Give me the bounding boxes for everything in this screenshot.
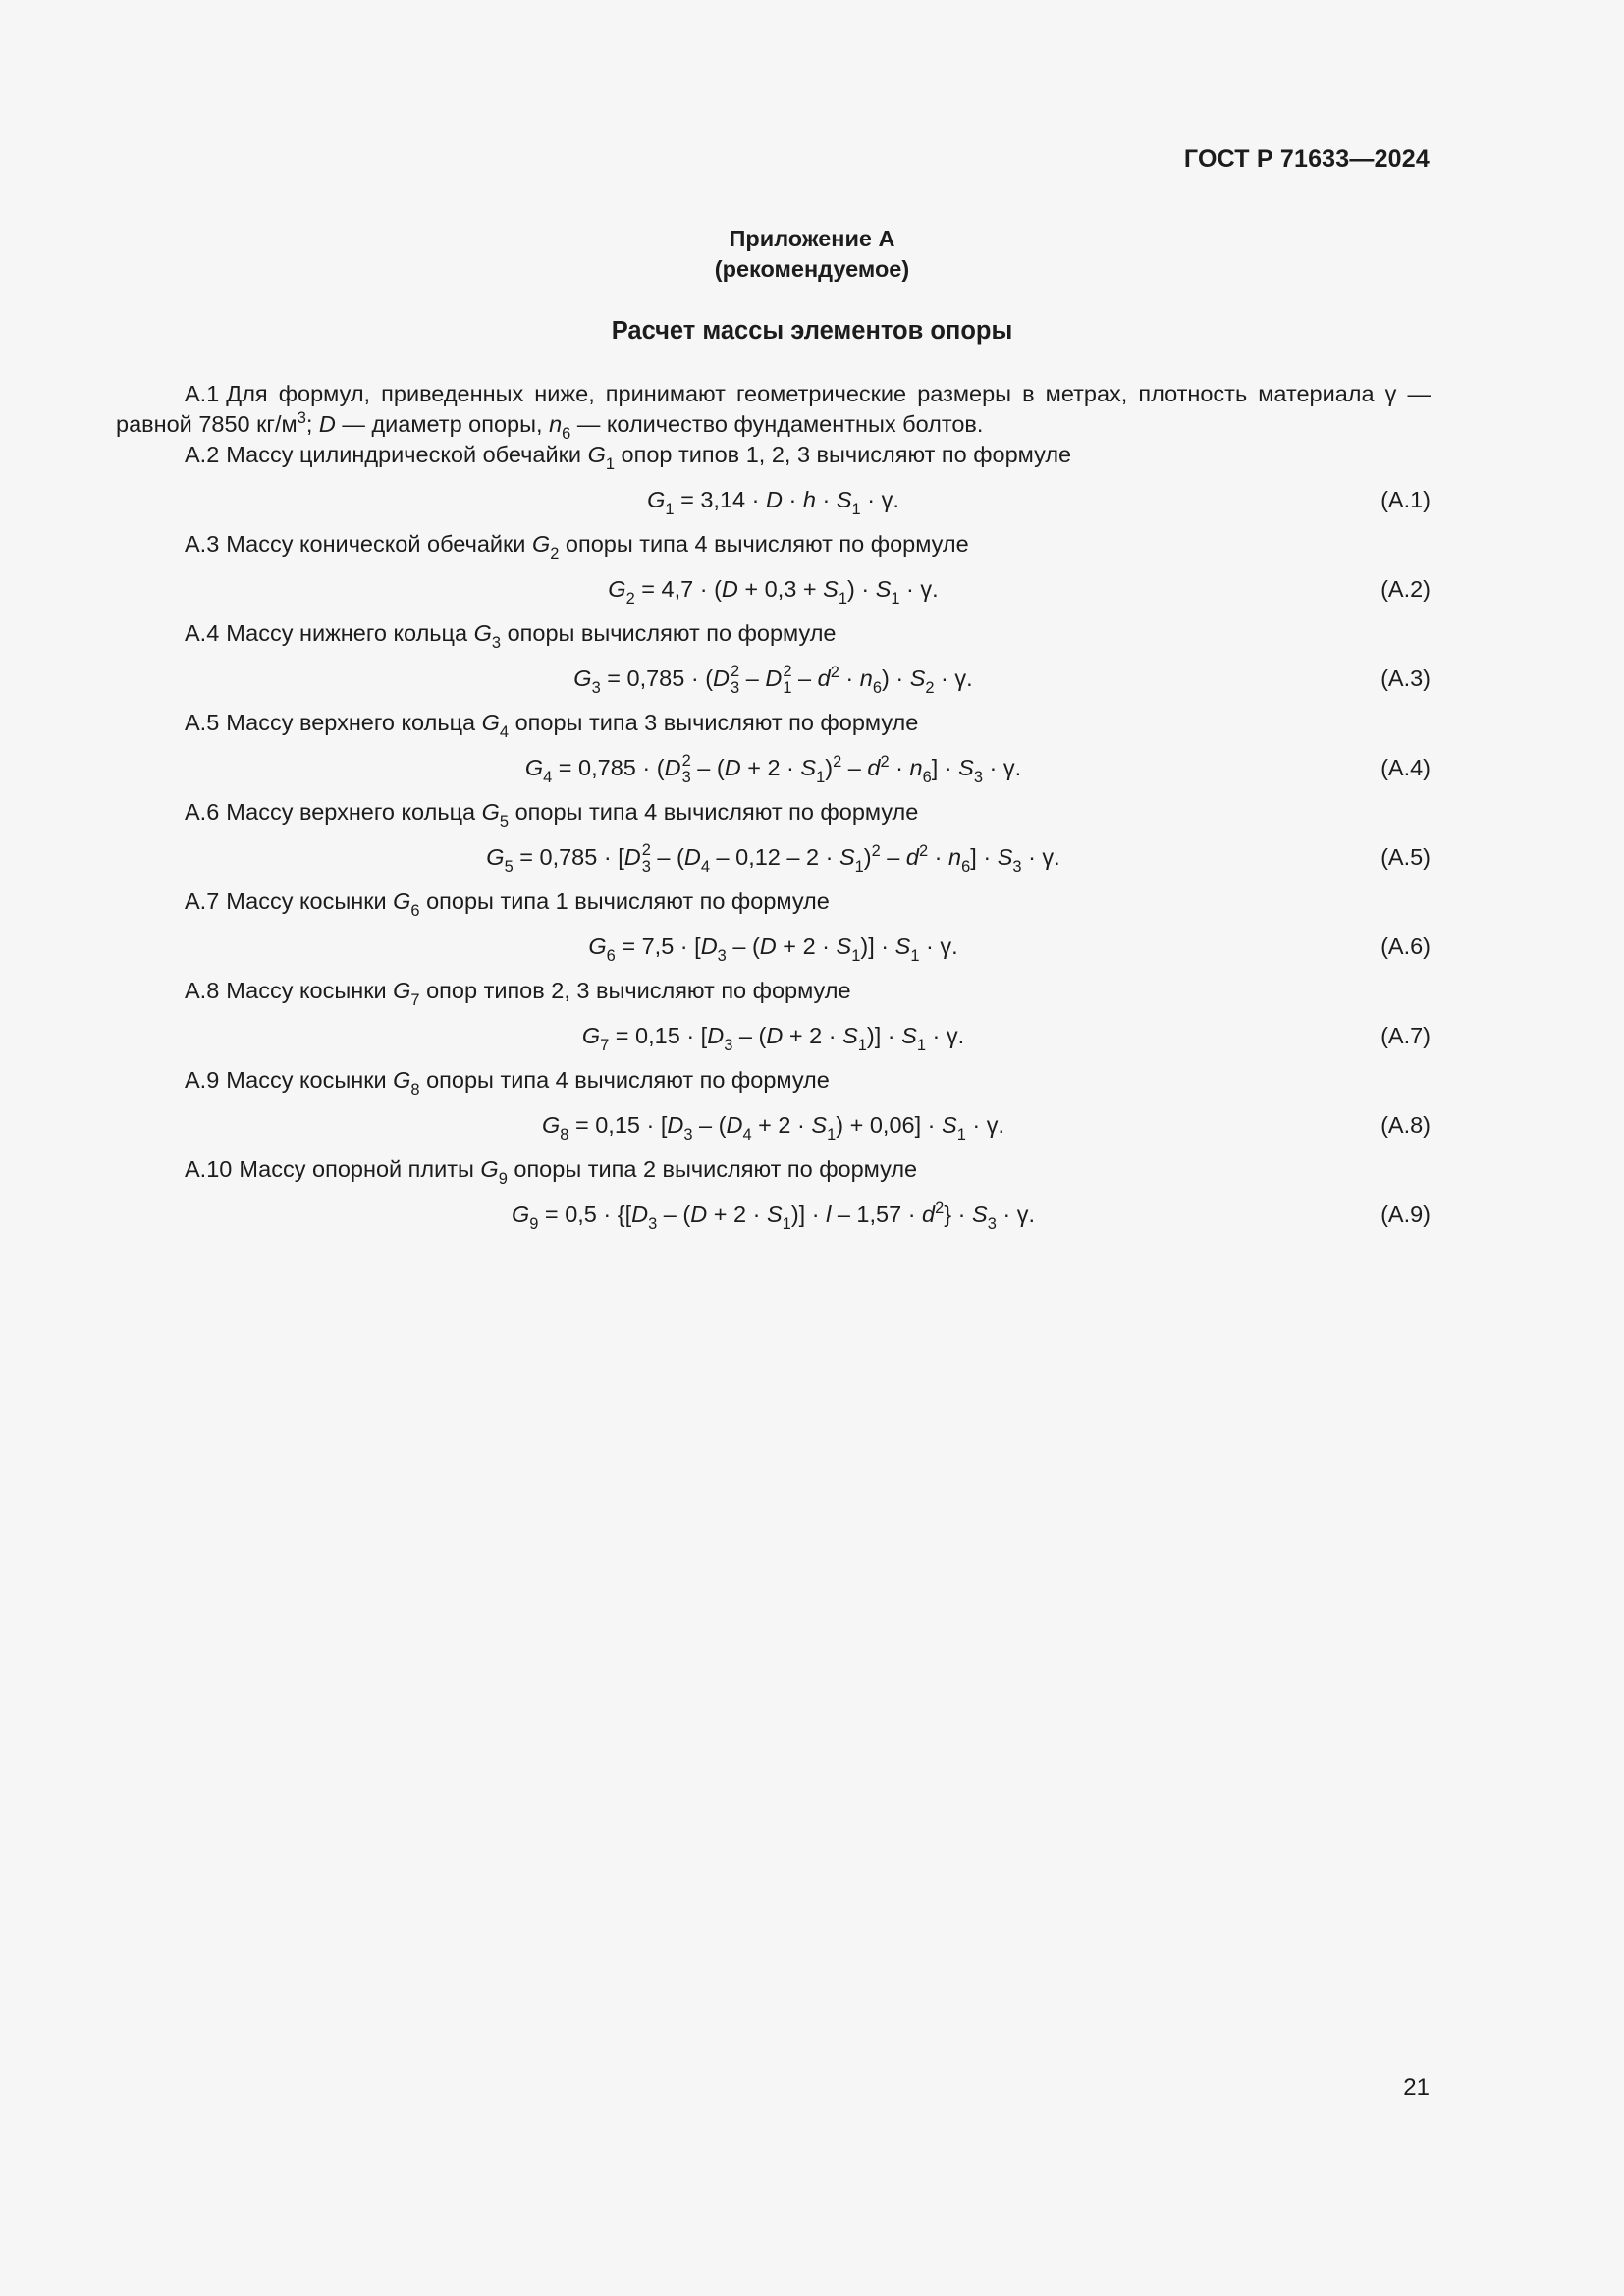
formula-number: (А.6) [1380,934,1431,959]
annex-content [116,379,1431,1244]
paragraph-a6: А.6 Массу верхнего кольца $G_5$ опоры типа 4 вычисляют по формуле [185,799,919,831]
formula-a2 [116,560,1431,618]
formula-body: $G_2 = 4,7 \cdot (D + 0,3 + S_1) \cdot S_1 \cdot \gamma$. [608,576,939,609]
paragraph-a1: А.1 Для формул, приведенных ниже, принимают геометрические размеры в метрах, плотность материала γ — равной 7850 $кг/м^3$; D — диаметр опоры, $n_6$ — количество фундаментных болтов. [116,381,1431,444]
formula-body: $G_9 = 0,5 \cdot \{[D_3 - (D + 2 \cdot S_1)] \cdot l - 1,57 \cdot d^2\} \cdot S_3 \cdot \gamma$. [511,1199,1036,1234]
formula-a6 [116,917,1431,976]
annex-heading [0,224,1624,285]
annex-status: (рекомендуемое) [714,256,910,282]
formula-body: $G_1 = 3,14 \cdot D \cdot h \cdot S_1 \cdot \gamma$. [647,487,899,519]
formula-a8 [116,1095,1431,1154]
paragraph-a3: А.3 Массу конической обечайки $G_2$ опоры типа 4 вычисляют по формуле [185,531,969,563]
paragraph-a9: А.9 Массу косынки $G_8$ опоры типа 4 вычисляют по формуле [185,1067,830,1099]
formula-body: $G_7 = 0,15 \cdot [D_3 - (D + 2 \cdot S_1)] \cdot S_1 \cdot \gamma$. [581,1023,965,1055]
formula-number: (А.4) [1380,755,1431,780]
formula-number: (А.5) [1380,844,1431,870]
formula-a7 [116,1006,1431,1065]
formula-a3 [116,649,1431,708]
section-title: Расчет массы элементов опоры [611,317,1013,345]
annex-title: Приложение А [729,226,895,251]
formula-number: (А.7) [1380,1023,1431,1048]
formula-a9 [116,1185,1431,1244]
formula-number: (А.1) [1380,487,1431,512]
formula-a5 [116,828,1431,886]
formula-body: $G_4 = 0,785 \cdot (D$ 2 3 – $(D + 2 \cdot S_1)^2 - d^2 \cdot n_6] \cdot S_3 \cdot \gamma$. [524,752,1022,787]
formula-body: $G_3 = 0,785 \cdot (D$ 2 3 – D 2 1 – $d^2 \cdot n_6) \cdot S_2 \cdot \gamma$. [573,663,973,698]
formula-a4 [116,738,1431,797]
paragraph-a7: А.7 Массу косынки $G_6$ опоры типа 1 вычисляют по формуле [185,888,830,921]
standard-code: ГОСТ Р 71633—2024 [1183,145,1430,173]
formula-number: (А.3) [1380,666,1431,691]
formula-body: $G_6 = 7,5 \cdot [D_3 - (D + 2 \cdot S_1)] \cdot S_1 \cdot \gamma$. [588,934,958,966]
formula-body: $G_8 = 0,15 \cdot [D_3 - (D_4 + 2 \cdot S_1) + 0,06] \cdot S_1 \cdot \gamma$. [541,1112,1005,1145]
formula-body: $G_5 = 0,785 \cdot [D$ 2 3 – $(D_4 - 0,12 - 2 \cdot S_1)^2 - d^2 \cdot n_6] \cdot S_3 \cdot \gamma$. [486,841,1060,877]
formula-number: (А.8) [1380,1112,1431,1138]
paragraph-a8: А.8 Массу косынки $G_7$ опор типов 2, 3 вычисляют по формуле [185,978,851,1010]
paragraph-a4: А.4 Массу нижнего кольца $G_3$ опоры вычисляют по формуле [185,620,837,653]
paragraph-a10: А.10 Массу опорной плиты $G_9$ опоры типа 2 вычисляют по формуле [185,1156,918,1189]
formula-number: (А.9) [1380,1201,1431,1227]
formula-a1 [116,470,1431,529]
formula-number: (А.2) [1380,576,1431,602]
page-number: 21 [1403,2074,1430,2101]
paragraph-a2: А.2 Массу цилиндрической обечайки $G_1$ опор типов 1, 2, 3 вычисляют по формуле [185,442,1072,474]
paragraph-a5: А.5 Массу верхнего кольца $G_4$ опоры типа 3 вычисляют по формуле [185,710,919,742]
